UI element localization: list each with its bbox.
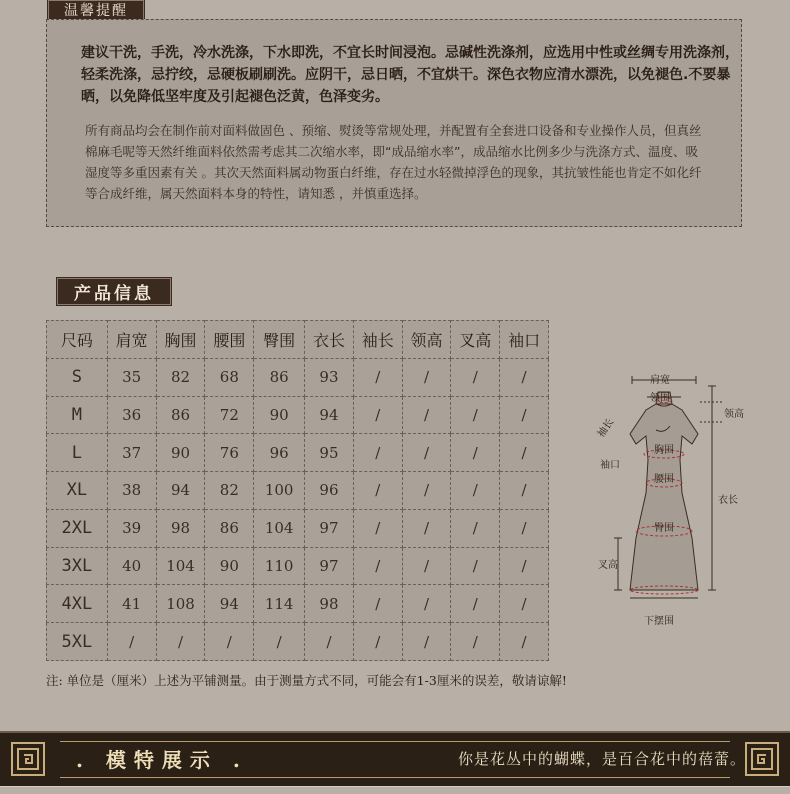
table-cell: 94 [156, 472, 205, 510]
care-instructions: 建议干洗，手洗，冷水洗涤，下水即洗，不宜长时间浸泡。忌碱性洗涤剂，应选用中性或丝绸专用洗涤剂，轻柔洗涤，忌拧绞，忌硬板刷刷洗。应阴干，忌日晒，不宜烘干。深色衣物应清水漂洗，以免褪色.不要暴晒，以免降低坚牢度及引起褪色泛黄，色泽变劣。 [81, 45, 739, 105]
table-cell: / [353, 358, 402, 396]
size-label-cell: 3XL [47, 547, 108, 585]
table-cell: / [353, 509, 402, 547]
table-row [47, 547, 549, 585]
label-collar: 领围 [650, 393, 670, 404]
size-label-cell: S [47, 358, 108, 396]
table-cell: 94 [305, 396, 354, 434]
table-cell: / [353, 396, 402, 434]
table-cell: 104 [254, 509, 305, 547]
table-cell: / [402, 358, 451, 396]
label-hem: 下摆围 [644, 616, 674, 627]
table-cell: 96 [254, 434, 305, 472]
banner-slogan: 你是花丛中的蝴蝶，是百合花中的蓓蕾。 [457, 750, 746, 768]
table-cell: / [156, 623, 205, 661]
shrinkage-notice: 所有商品均会在制作前对面料做固色 、预缩、熨烫等常规处理，并配置有全套进口设备和专业操作人员，但真丝棉麻毛呢等天然纤维面料依然需考虑其二次缩水率，即“成品缩水率”，成品缩水比例多少与洗涤方式、温度、吸湿度等多重因素有关 。其次天然面料属动物蛋白纤维，存在过水轻微掉浮色的现象，其抗皱性能也肯定不如化纤等合成纤维，属天然面料本身的特性，请知悉 ，并慎重选择。 [85, 123, 702, 201]
label-collar-height: 领高 [724, 409, 744, 420]
table-header-cell: 尺码 [47, 321, 108, 359]
table-cell: / [402, 623, 451, 661]
notice-heading: 温馨提醒 [64, 3, 128, 19]
label-sleeve-opening: 袖口 [600, 460, 620, 471]
table-cell: 41 [107, 585, 156, 623]
product-info-heading-tag [57, 278, 171, 305]
table-cell: 97 [305, 509, 354, 547]
table-cell: 38 [107, 472, 156, 510]
table-cell: 82 [156, 358, 205, 396]
table-header-cell: 衣长 [305, 321, 354, 359]
size-label-cell: L [47, 434, 108, 472]
size-label-cell: 4XL [47, 585, 108, 623]
table-cell: / [451, 396, 500, 434]
left-ornament-icon [8, 739, 48, 779]
dress-outline [630, 404, 698, 590]
table-cell: 37 [107, 434, 156, 472]
table-cell: 82 [205, 472, 254, 510]
table-cell: 114 [254, 585, 305, 623]
table-row [47, 585, 549, 623]
table-cell: / [205, 623, 254, 661]
table-header-cell: 领高 [402, 321, 451, 359]
table-row [47, 509, 549, 547]
table-cell: 39 [107, 509, 156, 547]
table-header-cell: 袖长 [353, 321, 402, 359]
table-header-cell: 肩宽 [107, 321, 156, 359]
table-cell: 95 [305, 434, 354, 472]
table-cell: / [402, 585, 451, 623]
table-cell: / [451, 585, 500, 623]
table-cell: / [500, 472, 549, 510]
size-label-cell: XL [47, 472, 108, 510]
table-cell: / [500, 434, 549, 472]
table-cell: 104 [156, 547, 205, 585]
qipao-measurement-diagram [590, 368, 755, 630]
table-cell: 90 [254, 396, 305, 434]
table-cell: / [451, 472, 500, 510]
table-cell: / [500, 358, 549, 396]
size-label-cell: 5XL [47, 623, 108, 661]
table-cell: 110 [254, 547, 305, 585]
table-cell: / [451, 623, 500, 661]
table-header-cell: 臀围 [254, 321, 305, 359]
table-cell: 100 [254, 472, 305, 510]
notice-heading-tag [48, 0, 144, 20]
table-header-cell: 腰围 [205, 321, 254, 359]
label-sleeve-length: 袖长 [595, 417, 617, 440]
table-cell: 86 [205, 509, 254, 547]
table-cell: / [402, 434, 451, 472]
table-cell: / [353, 623, 402, 661]
table-header-cell: 袖口 [500, 321, 549, 359]
table-cell: 86 [156, 396, 205, 434]
label-waist: 腰围 [654, 474, 674, 485]
table-cell: 35 [107, 358, 156, 396]
size-label-cell: M [47, 396, 108, 434]
table-cell: / [500, 547, 549, 585]
table-cell: 97 [305, 547, 354, 585]
table-cell: / [305, 623, 354, 661]
table-row [47, 623, 549, 661]
table-cell: / [353, 585, 402, 623]
table-cell: / [500, 509, 549, 547]
notice-box [46, 19, 742, 227]
table-cell: / [402, 509, 451, 547]
label-hip: 臀围 [654, 523, 674, 534]
table-row [47, 434, 549, 472]
table-cell: 96 [305, 472, 354, 510]
table-row [47, 358, 549, 396]
table-cell: / [451, 547, 500, 585]
right-ornament-icon [742, 739, 782, 779]
table-cell: 68 [205, 358, 254, 396]
product-info-heading: 产品信息 [74, 284, 154, 304]
label-length: 衣长 [718, 495, 738, 506]
table-cell: 108 [156, 585, 205, 623]
table-cell: / [402, 472, 451, 510]
table-cell: 72 [205, 396, 254, 434]
table-cell: 86 [254, 358, 305, 396]
size-table [46, 320, 549, 661]
table-cell: / [254, 623, 305, 661]
label-slit: 叉高 [598, 560, 618, 571]
table-cell: / [500, 585, 549, 623]
table-cell: 98 [156, 509, 205, 547]
table-cell: 98 [305, 585, 354, 623]
table-row [47, 396, 549, 434]
table-cell: / [353, 434, 402, 472]
table-cell: / [402, 396, 451, 434]
banner-title: . 模特展示 . [76, 748, 248, 772]
table-cell: 93 [305, 358, 354, 396]
size-label-cell: 2XL [47, 509, 108, 547]
measurement-note: 注: 单位是（厘米）上述为平铺测量。由于测量方式不同，可能会有1-3厘米的误差，敬请谅解! [46, 673, 567, 688]
table-cell: 94 [205, 585, 254, 623]
table-cell: 90 [205, 547, 254, 585]
table-cell: / [451, 434, 500, 472]
table-cell: / [353, 472, 402, 510]
label-shoulder: 肩宽 [650, 375, 670, 386]
table-row [47, 472, 549, 510]
model-showcase-banner [0, 731, 790, 788]
table-cell: / [107, 623, 156, 661]
table-cell: / [451, 358, 500, 396]
table-cell: 76 [205, 434, 254, 472]
table-cell: / [451, 509, 500, 547]
table-cell: / [353, 547, 402, 585]
table-header-cell: 叉高 [451, 321, 500, 359]
table-cell: 36 [107, 396, 156, 434]
table-header-row [47, 321, 549, 359]
table-cell: 90 [156, 434, 205, 472]
table-cell: / [500, 396, 549, 434]
table-header-cell: 胸围 [156, 321, 205, 359]
table-cell: 40 [107, 547, 156, 585]
table-cell: / [402, 547, 451, 585]
table-cell: / [500, 623, 549, 661]
label-chest: 胸围 [654, 445, 674, 456]
